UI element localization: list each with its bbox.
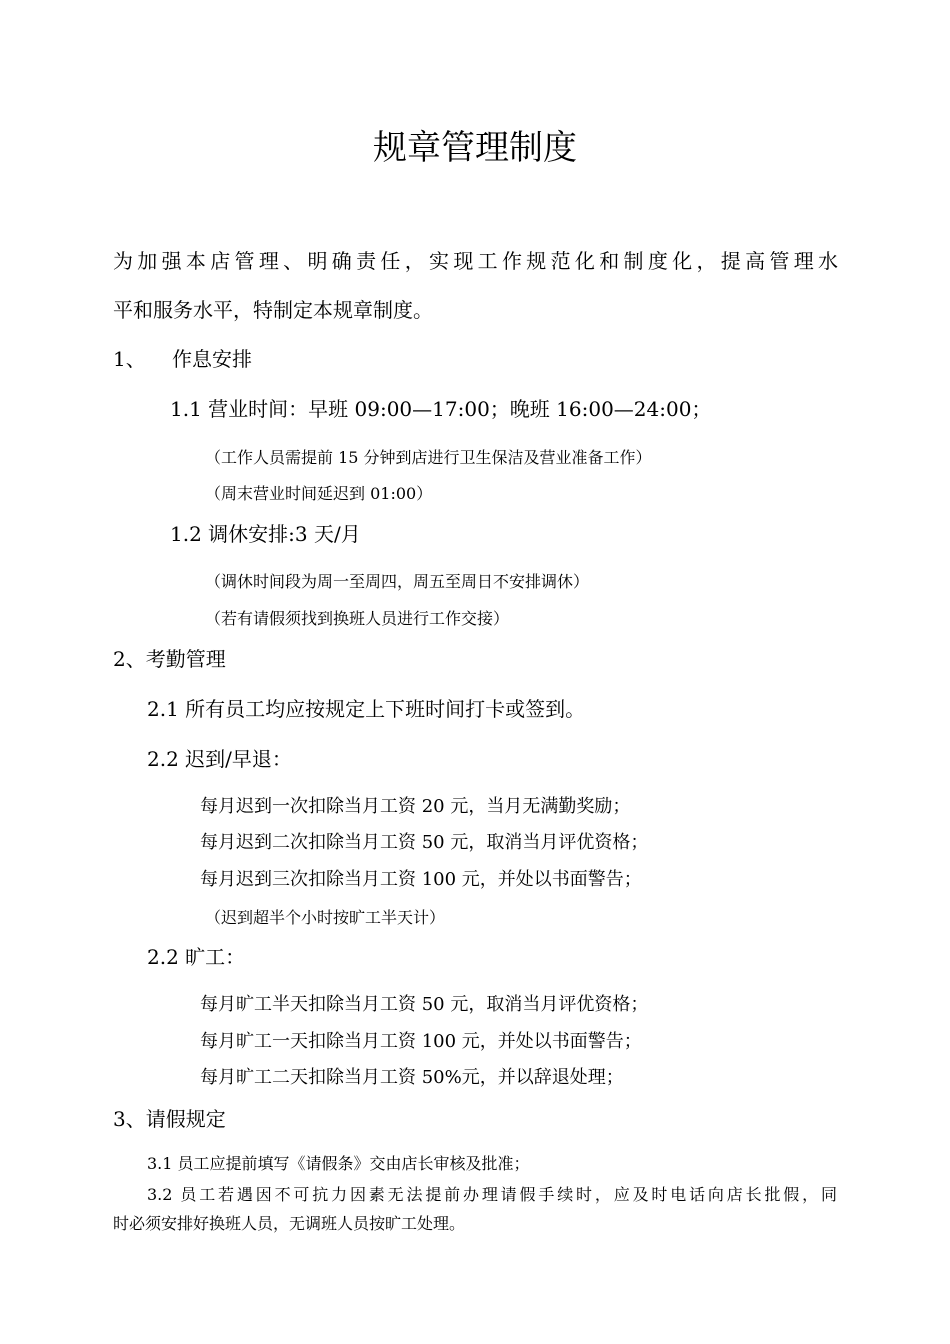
absence-rule-2: 每月旷工一天扣除当月工资 100 元，并处以书面警告； — [200, 1031, 642, 1052]
item-3-1: 3.1 员工应提前填写《请假条》交由店长审核及批准； — [147, 1154, 530, 1173]
late-rule-3: 每月迟到三次扣除当月工资 100 元，并处以书面警告； — [200, 869, 642, 890]
section-1-number: 1、 — [113, 347, 146, 371]
section-3-heading: 3、请假规定 — [113, 1107, 226, 1131]
item-3-2-line-1: 3.2 员工若遇因不可抗力因素无法提前办理请假手续时，应及时电话向店长批假，同 — [147, 1185, 837, 1204]
item-2-1: 2.1 所有员工均应按规定上下班时间打卡或签到。 — [147, 697, 586, 721]
section-1-heading: 作息安排 — [172, 347, 252, 371]
note-1-2-a: （调休时间段为周一至周四，周五至周日不安排调休） — [205, 572, 590, 591]
item-2-2-late: 2.2 迟到/早退： — [147, 747, 292, 771]
page-title: 规章管理制度 — [373, 128, 577, 168]
intro-line-2: 平和服务水平，特制定本规章制度。 — [113, 298, 433, 322]
late-rule-1: 每月迟到一次扣除当月工资 20 元，当月无满勤奖励； — [200, 796, 631, 817]
absence-rule-3: 每月旷工二天扣除当月工资 50%元，并以辞退处理； — [200, 1067, 624, 1088]
item-3-2-line-2: 时必须安排好换班人员，无调班人员按旷工处理。 — [113, 1214, 466, 1233]
item-2-2-absence: 2.2 旷工： — [147, 945, 246, 969]
item-1-2: 1.2 调休安排:3 天/月 — [170, 522, 361, 546]
note-1-1-a: （工作人员需提前 15 分钟到店进行卫生保洁及营业准备工作） — [205, 448, 652, 467]
late-note: （迟到超半个小时按旷工半天计） — [205, 908, 446, 927]
intro-line-1: 为加强本店管理、明确责任，实现工作规范化和制度化，提高管理水 — [113, 249, 838, 273]
item-1-1: 1.1 营业时间：早班 09:00—17:00；晚班 16:00—24:00； — [170, 397, 712, 421]
section-2-heading: 2、考勤管理 — [113, 647, 226, 671]
late-rule-2: 每月迟到二次扣除当月工资 50 元，取消当月评优资格； — [200, 832, 649, 853]
note-1-1-b: （周末营业时间延迟到 01:00） — [205, 484, 433, 503]
absence-rule-1: 每月旷工半天扣除当月工资 50 元，取消当月评优资格； — [200, 994, 649, 1015]
note-1-2-b: （若有请假须找到换班人员进行工作交接） — [205, 609, 510, 628]
